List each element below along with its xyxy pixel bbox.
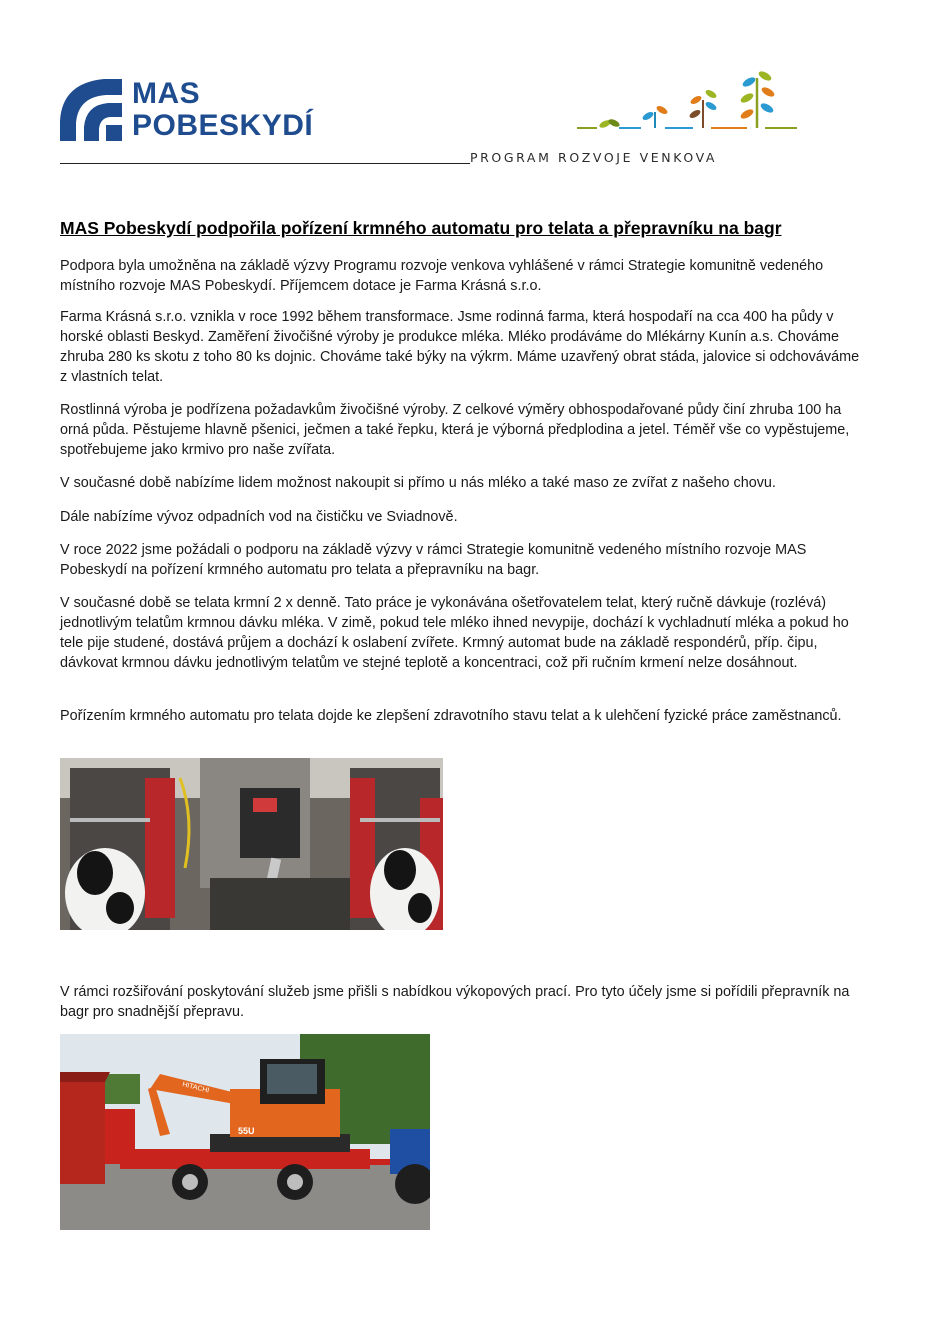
paragraph-farm: Farma Krásná s.r.o. vznikla v roce 1992 během transformace. Jsme rodinná farma, která hospodaří na cca 400 ha půdy v horské oblasti Beskyd. Zaměření živočišné výroby je produkce mléka. Mléko prodáváme do Mlékárny Kunín a.s. Chováme zhruba 280 ks skotu z toho 80 ks dojnic. Chováme také býky na výkrm. Máme uzavřený obrat stáda, jalovice si odchováváme z vlastních telat. [60, 309, 860, 385]
paragraph-feeding: V současné době se telata krmní 2 x denně. Tato práce je vykonávána ošetřovatelem telat, který ručně dávkuje (rozlévá) jednotlivým telatům krmnou dávku mléka. V zimě, pokud tele mléko ihned nevypije, dochází k vychladnutí mléka a pokud ho tele pije studené, dostává průjem a dochází k oslabení zvířete. Krmný automat bude na základě respondérů, příp. čipu, dávkovat krmnou dávku jednotlivým telatům ve stejné teplotě a koncentraci, což při ručním krmení nelze dosáhnout. [60, 595, 849, 671]
sprouts-icon [575, 70, 800, 138]
mas-swoosh-icon [60, 77, 122, 141]
paragraph-benefit: Pořízením krmného automatu pro telata dojde ke zlepšení zdravotního stavu telat a k ulehčení fyzické práce zaměstnanců. [60, 708, 842, 724]
excavator-trailer-photo [60, 1034, 430, 1230]
paragraph-excavation: V rámci rozšiřování poskytování služeb jsme přišli s nabídkou výkopových prací. Pro tyto účely jsme si pořídili přepravník na bagr pro snadnější přepravu. [60, 984, 850, 1020]
calf-feeder-photo [60, 758, 443, 930]
mas-pobeskydi-logo [60, 75, 314, 145]
logo-line-1: MAS [132, 77, 201, 110]
paragraph-offer: V současné době nabízíme lidem možnost nakoupit si přímo u nás mléko a také maso ze zvířat z našeho chovu. [60, 475, 776, 491]
article-title: MAS Pobeskydí podpořila pořízení krmného automatu pro telata a přepravníku na bagr [60, 218, 782, 238]
logo-line-2: POBESKYDÍ [132, 109, 314, 142]
header-divider [60, 163, 470, 164]
paragraph-support: Podpora byla umožněna na základě výzvy Programu rozvoje venkova vyhlášené v rámci Strategie komunitně vedeného místního rozvoje MAS Pobeskydí. Příjemcem dotace je Farma Krásná s.r.o. [60, 258, 824, 294]
excavator-brand: HITACHI [181, 1081, 210, 1095]
paragraph-request: V roce 2022 jsme požádali o podporu na základě výzvy v rámci Strategie komunitně vedeného místního rozvoje MAS Pobeskydí na pořízení krmného automatu pro telata a přepravníku na bagr. [60, 542, 807, 578]
program-rozvoje-venkova-logo [470, 70, 800, 170]
paragraph-wastewater: Dále nabízíme vývoz odpadních vod na čističku ve Sviadnově. [60, 509, 458, 525]
excavator-model: 55U [238, 1126, 255, 1136]
program-text: PROGRAM ROZVOJE VENKOVA [470, 150, 718, 165]
paragraph-crops: Rostlinná výroba je podřízena požadavkům živočišné výroby. Z celkové výměry obhospodařované půdy činí zhruba 100 ha orná půda. Pěstujeme hlavně pšenici, ječmen a také řepku, která je výborná předplodina a jetel. Téměř vše co vypěstujeme, spotřebujeme jako krmivo pro naše zvířata. [60, 402, 850, 458]
